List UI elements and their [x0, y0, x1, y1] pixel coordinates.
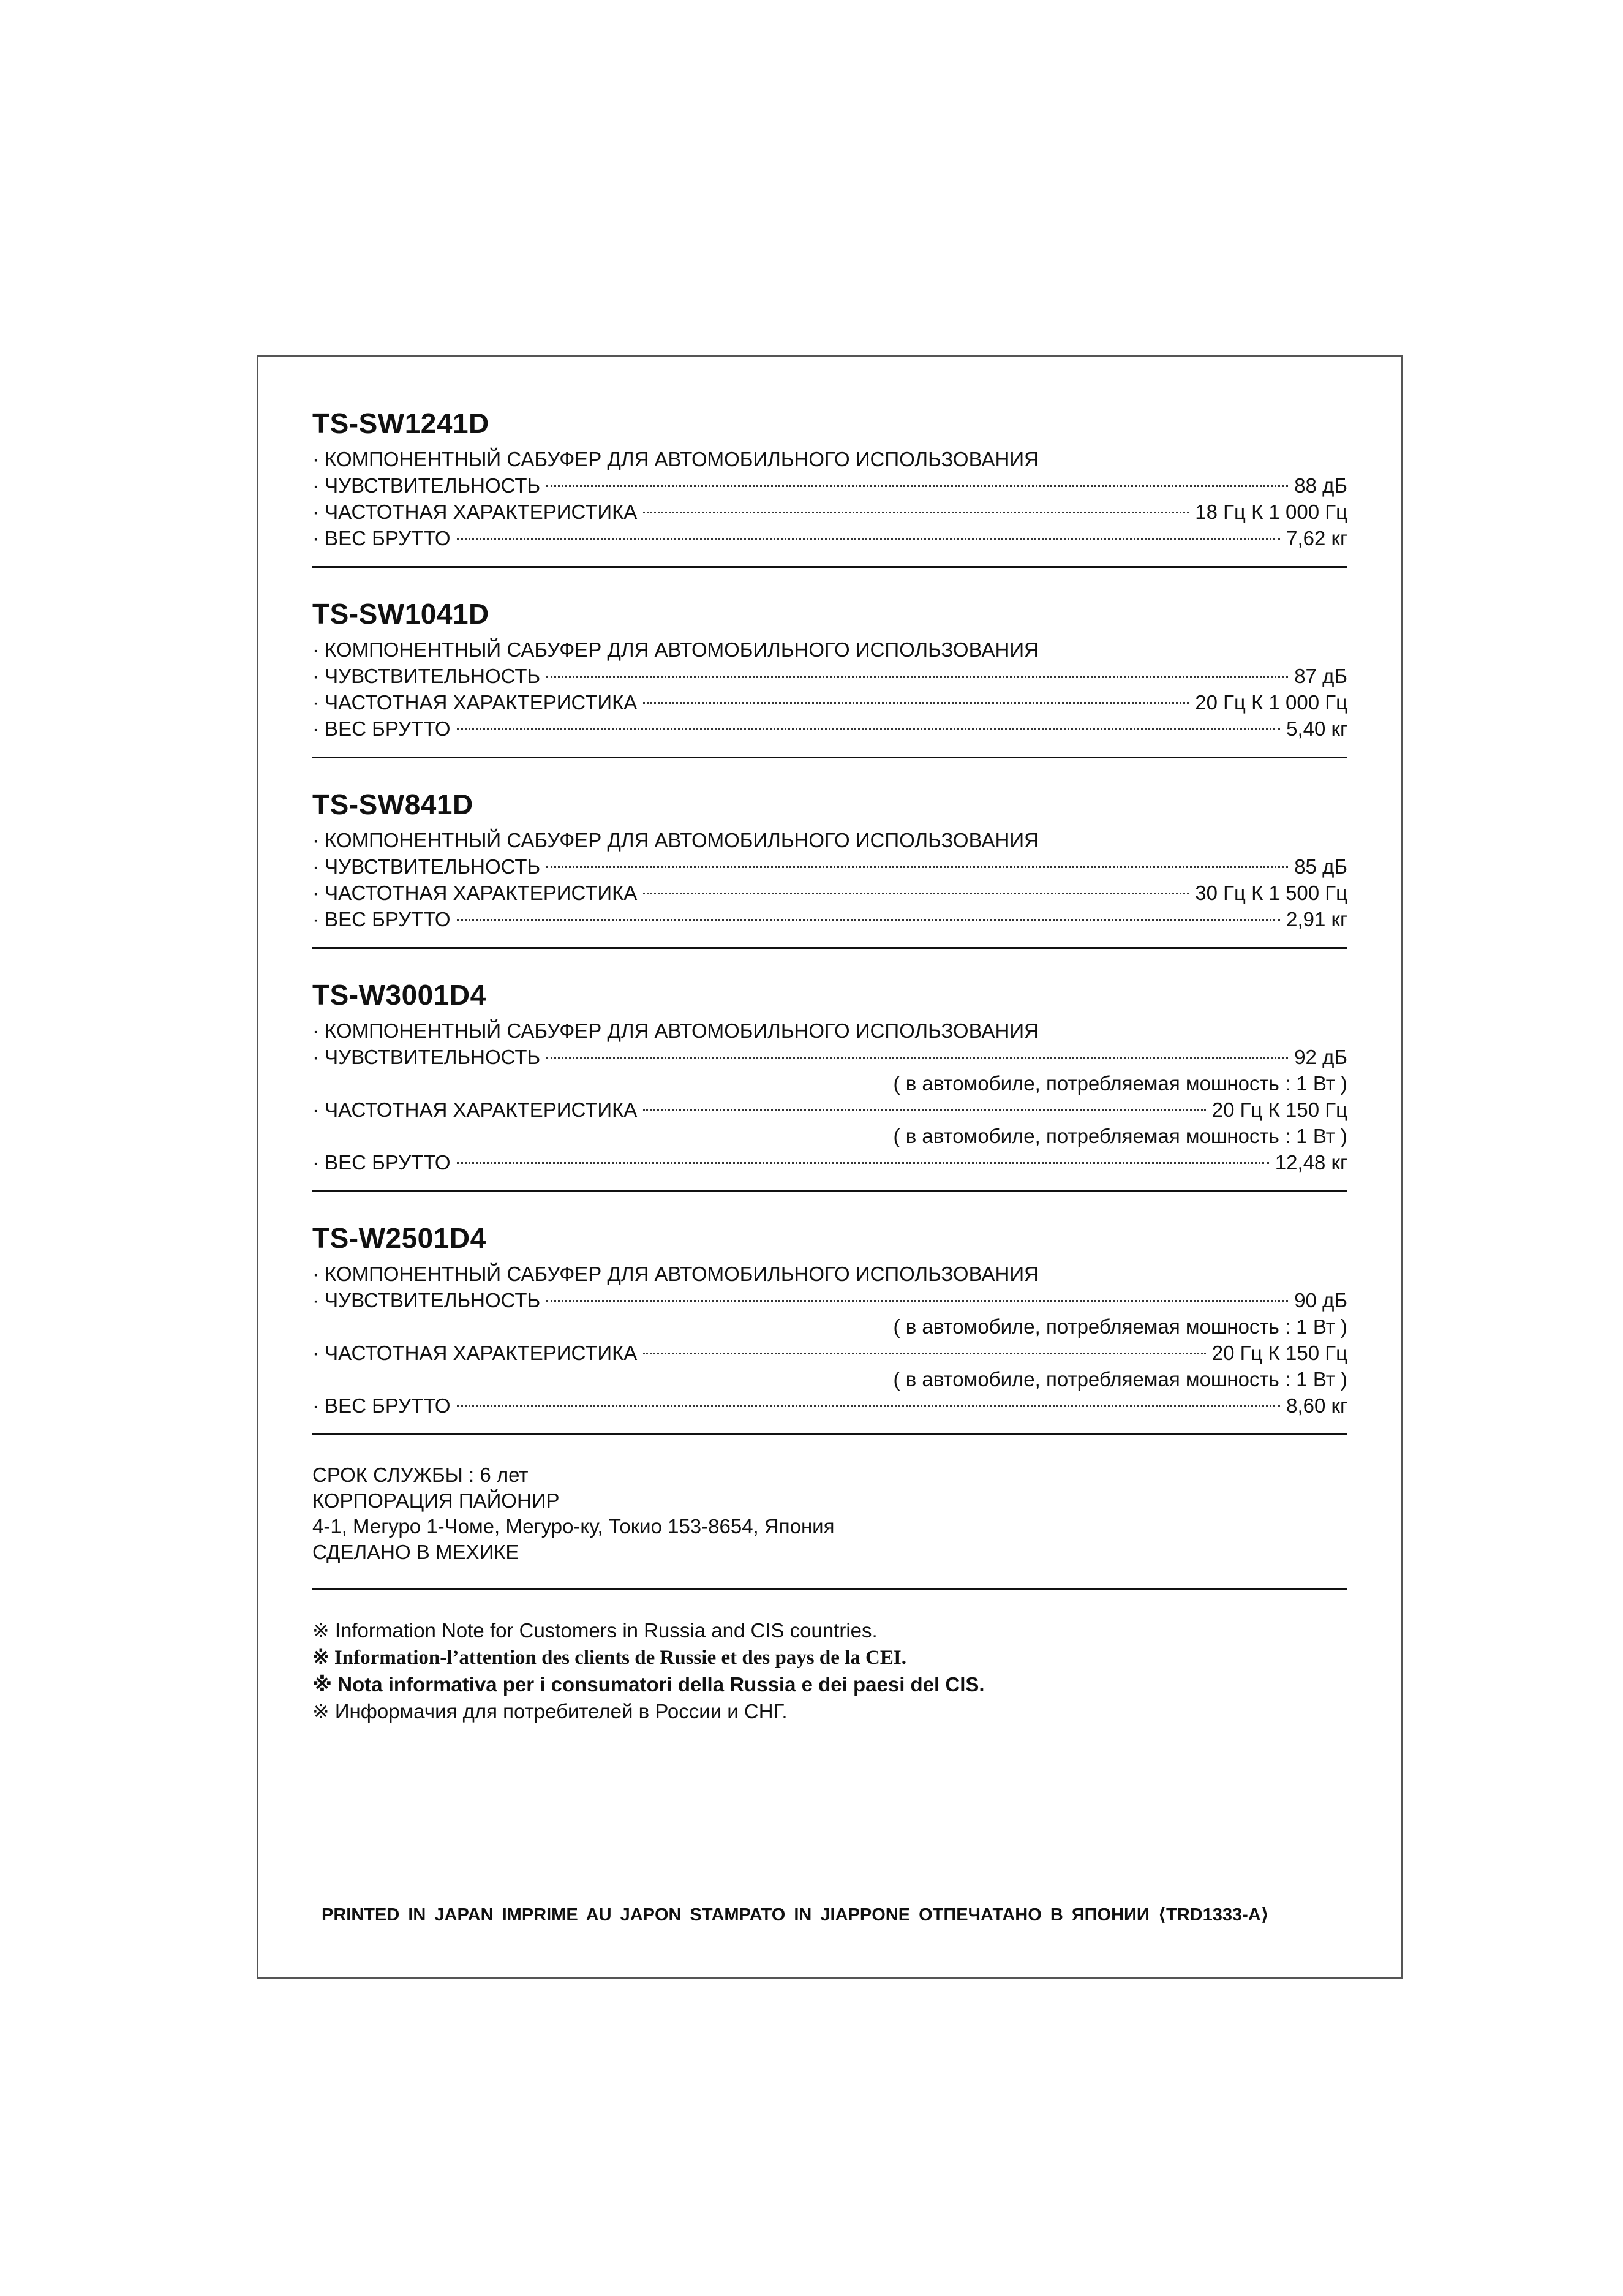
company-address: 4-1, Мегуро 1-Чоме, Мегуро-ку, Токио 153-8654, Япония [312, 1515, 835, 1538]
spec-label: · ЧУВСТВИТЕЛЬНОСТЬ [312, 855, 541, 878]
spec-value: 92 дБ [1294, 1046, 1347, 1068]
spec-value: 88 дБ [1294, 474, 1347, 497]
model-title: TS-W2501D4 [312, 1222, 486, 1254]
spec-value: 20 Гц К 150 Гц [1211, 1098, 1347, 1121]
customer-note-fr: ※ Information-l’attention des clients de Russie et des pays de la CEI. [312, 1647, 906, 1669]
spec-row [312, 880, 1347, 906]
spec-row [312, 499, 1347, 525]
dot-leader [457, 919, 1281, 921]
product-description: · КОМПОНЕНТНЫЙ САБУФЕР ДЛЯ АВТОМОБИЛЬНОГО ИСПОЛЬЗОВАНИЯ [312, 448, 1039, 470]
spec-label: · ЧАСТОТНАЯ ХАРАКТЕРИСТИКА [312, 1098, 638, 1121]
spec-value: 8,60 кг [1286, 1394, 1347, 1417]
dot-leader [457, 1162, 1269, 1164]
spec-note: ( в автомобиле, потребляемая мошность : 1 Вт ) [893, 1315, 1347, 1338]
manufacturer-info [312, 1462, 1347, 1590]
dot-leader [643, 512, 1189, 513]
dot-leader [546, 676, 1288, 678]
spec-value: 30 Гц К 1 500 Гц [1195, 882, 1347, 904]
spec-note: ( в автомобиле, потребляемая мошность : 1 Вт ) [893, 1125, 1347, 1147]
spec-label: · ЧУВСТВИТЕЛЬНОСТЬ [312, 665, 541, 687]
spec-row [312, 716, 1347, 742]
spec-label: · ВЕС БРУТТО [312, 717, 451, 740]
spec-row [312, 1044, 1347, 1070]
dot-leader [643, 1353, 1205, 1354]
spec-label: · ЧУВСТВИТЕЛЬНОСТЬ [312, 1289, 541, 1312]
spec-value: 7,62 кг [1286, 527, 1347, 549]
spec-value: 2,91 кг [1286, 908, 1347, 931]
product-description: · КОМПОНЕНТНЫЙ САБУФЕР ДЛЯ АВТОМОБИЛЬНОГО ИСПОЛЬЗОВАНИЯ [312, 638, 1039, 661]
printed-in-line: PRINTED IN JAPAN IMPRIME AU JAPON STAMPATO IN JIAPPONE ОТПЕЧАТАНО В ЯПОНИИ ⟨TRD1333-A⟩ [322, 1905, 1269, 1925]
product-section [312, 1219, 1347, 1435]
dot-leader [546, 485, 1288, 487]
spec-value: 12,48 кг [1275, 1151, 1347, 1174]
product-section [312, 785, 1347, 949]
model-title: TS-SW841D [312, 788, 473, 820]
spec-row [312, 1097, 1347, 1123]
document-content [312, 404, 1347, 1725]
service-life: СРОК СЛУЖБЫ : 6 лет [312, 1463, 529, 1486]
customer-note-en: ※ Information Note for Customers in Russia and CIS countries. [312, 1619, 878, 1642]
spec-row [312, 663, 1347, 689]
spec-label: · ЧУВСТВИТЕЛЬНОСТЬ [312, 474, 541, 497]
spec-value: 5,40 кг [1286, 717, 1347, 740]
spec-row [312, 525, 1347, 551]
spec-value: 20 Гц К 1 000 Гц [1195, 691, 1347, 714]
spec-label: · ЧАСТОТНАЯ ХАРАКТЕРИСТИКА [312, 500, 638, 523]
product-description: · КОМПОНЕНТНЫЙ САБУФЕР ДЛЯ АВТОМОБИЛЬНОГО ИСПОЛЬЗОВАНИЯ [312, 1263, 1039, 1285]
customer-note-ru: ※ Информачия для потребителей в России и СНГ. [312, 1700, 788, 1723]
spec-label: · ВЕС БРУТТО [312, 1394, 451, 1417]
product-section [312, 976, 1347, 1192]
product-section [312, 595, 1347, 758]
customer-note-it: ※ Nota informativa per i consumatori della Russia e dei paesi del CIS. [312, 1673, 985, 1696]
company-name: КОРПОРАЦИЯ ПАЙОНИР [312, 1489, 560, 1512]
dot-leader [457, 728, 1281, 730]
spec-label: · ЧАСТОТНАЯ ХАРАКТЕРИСТИКА [312, 1342, 638, 1364]
spec-row [312, 906, 1347, 932]
spec-label: · ЧАСТОТНАЯ ХАРАКТЕРИСТИКА [312, 882, 638, 904]
product-description: · КОМПОНЕНТНЫЙ САБУФЕР ДЛЯ АВТОМОБИЛЬНОГО ИСПОЛЬЗОВАНИЯ [312, 1019, 1039, 1042]
product-description: · КОМПОНЕНТНЫЙ САБУФЕР ДЛЯ АВТОМОБИЛЬНОГО ИСПОЛЬЗОВАНИЯ [312, 829, 1039, 852]
spec-row [312, 689, 1347, 716]
model-title: TS-W3001D4 [312, 979, 486, 1011]
spec-note: ( в автомобиле, потребляемая мошность : 1 Вт ) [893, 1368, 1347, 1391]
spec-value: 90 дБ [1294, 1289, 1347, 1312]
spec-note: ( в автомобиле, потребляемая мошность : 1 Вт ) [893, 1072, 1347, 1095]
model-title: TS-SW1241D [312, 407, 489, 439]
spec-row [312, 853, 1347, 880]
customer-notes [312, 1617, 1347, 1725]
country-of-origin: СДЕЛАНО В МЕХИКЕ [312, 1541, 519, 1563]
dot-leader [546, 1057, 1288, 1059]
spec-label: · ВЕС БРУТТО [312, 527, 451, 549]
spec-label: · ЧУВСТВИТЕЛЬНОСТЬ [312, 1046, 541, 1068]
model-title: TS-SW1041D [312, 598, 489, 630]
spec-value: 87 дБ [1294, 665, 1347, 687]
spec-row [312, 1340, 1347, 1366]
dot-leader [643, 702, 1189, 704]
dot-leader [546, 1300, 1288, 1302]
spec-row [312, 472, 1347, 499]
spec-row [312, 1149, 1347, 1176]
spec-value: 85 дБ [1294, 855, 1347, 878]
dot-leader [643, 1109, 1205, 1111]
product-section [312, 404, 1347, 568]
spec-row [312, 1287, 1347, 1313]
dot-leader [643, 893, 1189, 894]
dot-leader [457, 538, 1281, 540]
dot-leader [457, 1405, 1281, 1407]
spec-row [312, 1392, 1347, 1419]
dot-leader [546, 866, 1288, 868]
spec-label: · ВЕС БРУТТО [312, 908, 451, 931]
spec-value: 20 Гц К 150 Гц [1211, 1342, 1347, 1364]
spec-label: · ВЕС БРУТТО [312, 1151, 451, 1174]
spec-value: 18 Гц К 1 000 Гц [1195, 500, 1347, 523]
spec-label: · ЧАСТОТНАЯ ХАРАКТЕРИСТИКА [312, 691, 638, 714]
